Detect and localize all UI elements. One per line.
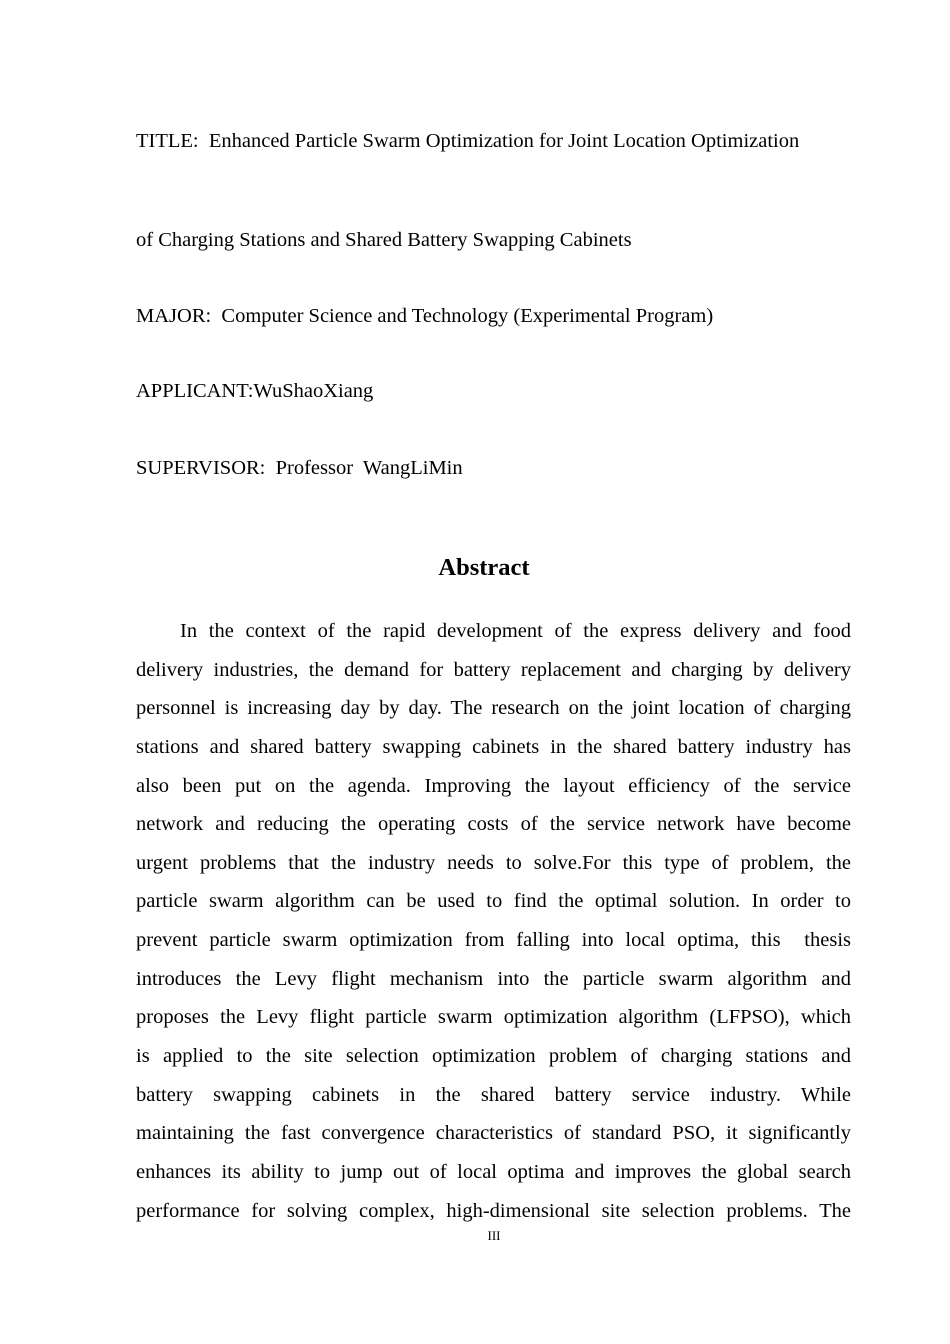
abstract-line: maintaining the fast convergence characteristics of standard PSO, it significantly [136, 1122, 851, 1145]
abstract-line: introduces the Levy flight mechanism into the particle swarm algorithm and [136, 967, 851, 990]
page-number: III [487, 1228, 501, 1243]
abstract-line: delivery industries, the demand for battery replacement and charging by delivery [136, 658, 851, 681]
abstract-heading: Abstract [438, 554, 530, 581]
abstract-line: stations and shared battery swapping cabinets in the shared battery industry has [136, 735, 851, 758]
abstract-body [136, 612, 851, 1230]
abstract-line: prevent particle swarm optimization from falling into local optima, this thesis [136, 929, 851, 952]
supervisor-line: SUPERVISOR: Professor WangLiMin [136, 457, 463, 479]
abstract-line: battery swapping cabinets in the shared battery service industry. While [136, 1083, 851, 1106]
title-line-1: TITLE: Enhanced Particle Swarm Optimization for Joint Location Optimization [136, 130, 800, 152]
abstract-line: proposes the Levy flight particle swarm optimization algorithm (LFPSO), which [136, 1006, 851, 1029]
abstract-line: performance for solving complex, high-dimensional site selection problems. The [136, 1199, 851, 1222]
major-line: MAJOR: Computer Science and Technology (Experimental Program) [136, 305, 714, 327]
abstract-line: enhances its ability to jump out of local optima and improves the global search [136, 1160, 851, 1183]
applicant-line: APPLICANT:WuShaoXiang [136, 380, 374, 402]
abstract-line: In the context of the rapid development of the express delivery and food [180, 620, 851, 642]
abstract-line: is applied to the site selection optimization problem of charging stations and [136, 1045, 851, 1068]
abstract-line: personnel is increasing day by day. The research on the joint location of charging [136, 697, 851, 720]
abstract-line: particle swarm algorithm can be used to find the optimal solution. In order to [136, 890, 851, 913]
abstract-line: also been put on the agenda. Improving the layout efficiency of the service [136, 774, 851, 797]
title-line-2: of Charging Stations and Shared Battery Swapping Cabinets [136, 229, 632, 251]
abstract-line: network and reducing the operating costs of the service network have become [136, 813, 851, 836]
abstract-line: urgent problems that the industry needs to solve.For this type of problem, the [136, 851, 851, 874]
